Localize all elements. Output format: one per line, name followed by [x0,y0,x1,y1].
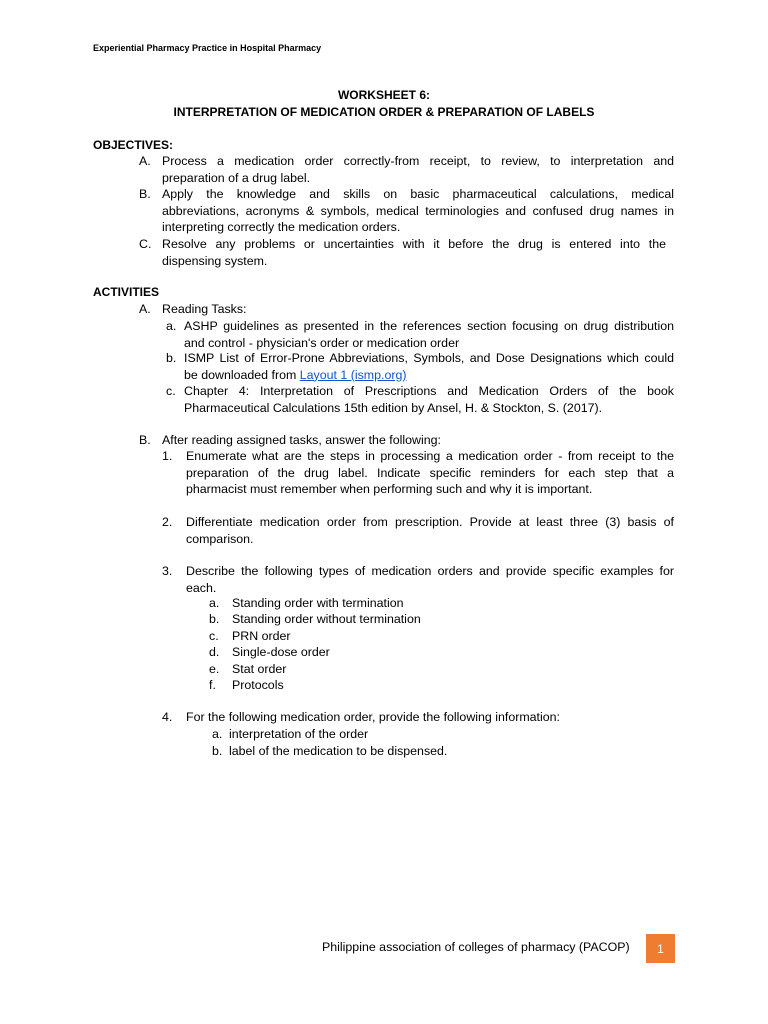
activity-label: After reading assigned tasks, answer the following: [162,433,441,447]
list-item-text: PRN order [232,629,291,643]
objectives-heading: OBJECTIVES: [93,138,174,152]
list-marker: e. [209,662,220,676]
text-line: Enumerate what are the steps in processing a medication order - from receipt to the [186,449,674,463]
text-line: preparation of a drug label. [162,170,311,185]
text-line: Differentiate medication order from prescription. Provide at least three (3) basis of [186,515,674,529]
list-marker: c. [209,629,219,643]
page-number-badge [646,934,675,963]
list-marker: B. [139,433,151,447]
list-marker: C. [139,237,152,251]
ismp-link[interactable]: Layout 1 (ismp.org) [299,367,407,382]
text-line: and control - physician's order or medication order [184,335,460,350]
worksheet-title: INTERPRETATION OF MEDICATION ORDER & PREPARATION OF LABELS [173,105,595,119]
text-line: Chapter 4: Interpretation of Prescriptions and Medication Orders of the book [184,384,674,398]
list-item-text: interpretation of the order [229,727,369,741]
list-marker: 1. [162,449,173,463]
worksheet-number: WORKSHEET 6: [337,88,430,102]
text-line: ISMP List of Error-Prone Abbreviations, Symbols, and Dose Designations which could [184,351,674,365]
footer-organization: Philippine association of colleges of pharmacy (PACOP) [322,940,630,954]
list-marker: c. [166,384,176,398]
text-line: pharmacist must remember when performing such and why it is important. [186,482,593,496]
list-marker: 2. [162,515,173,529]
list-marker: a. [166,319,177,333]
list-item-text: label of the medication to be dispensed. [229,744,448,758]
text-line-prefix: be downloaded from [184,367,300,382]
list-item-text: Standing order without termination [232,612,421,626]
list-marker: 4. [162,710,173,724]
text-line: comparison. [186,531,254,546]
text-line: Pharmaceutical Calculations 15th edition by Ansel, H. & Stockton, S. (2017). [184,400,603,415]
text-line: Process a medication order correctly-from receipt, to review, to interpretation and [162,154,674,168]
text-line: For the following medication order, provide the following information: [186,710,560,724]
text-line: dispensing system. [162,253,268,268]
list-item-text: Single-dose order [232,645,330,659]
list-marker: 3. [162,564,173,578]
text-line: ASHP guidelines as presented in the references section focusing on drug distribution [184,319,674,333]
list-marker: A. [139,302,151,316]
text-line: Apply the knowledge and skills on basic pharmaceutical calculations, medical [162,187,674,201]
list-marker: b. [166,351,177,365]
text-line: Resolve any problems or uncertainties with it before the drug is entered into the [162,237,666,251]
text-line: interpreting correctly the medication orders. [162,220,401,234]
page-number: 1 [657,941,664,956]
list-marker: f. [209,678,216,692]
text-line: abbreviations, acronyms & symbols, medical terminologies and confused drug names in [162,203,674,218]
list-marker: a. [212,727,223,741]
list-marker: d. [209,645,220,659]
list-marker: a. [209,596,220,610]
activity-label: Reading Tasks: [162,302,247,316]
activities-heading: ACTIVITIES [93,285,160,299]
text-line: Describe the following types of medication orders and provide specific examples for [186,564,674,578]
list-marker: b. [212,744,223,758]
list-item-text: Protocols [232,678,284,692]
list-item-text: Stat order [232,662,287,676]
list-marker: A. [139,154,151,168]
list-marker: B. [139,187,151,201]
running-header: Experiential Pharmacy Practice in Hospital Pharmacy [93,43,322,53]
list-marker: b. [209,612,220,626]
list-item-text: Standing order with termination [232,596,404,610]
text-line: preparation of the drug label. Indicate specific reminders for each step that a [186,465,674,480]
text-line: each. [186,580,217,595]
